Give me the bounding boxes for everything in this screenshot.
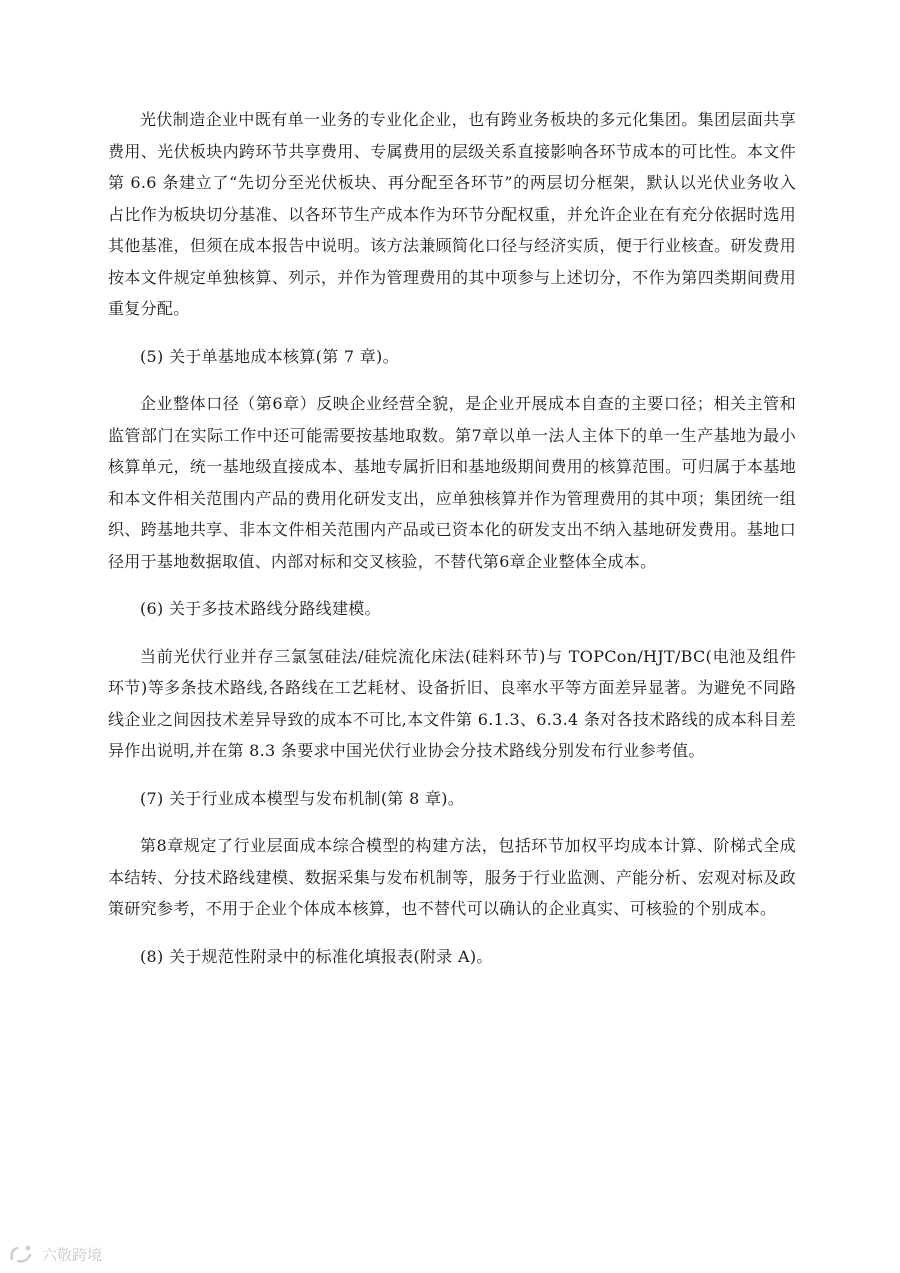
watermark-text: 六敬跨境 xyxy=(42,1245,103,1264)
paragraph-gap xyxy=(108,325,796,341)
document-body xyxy=(108,104,796,972)
paragraph-gap xyxy=(108,625,796,641)
section-heading-8: (8) 关于规范性附录中的标准化填报表(附录 A)。 xyxy=(140,946,493,966)
paragraph-industry-model: 第8章规定了行业层面成本综合模型的构建方法，包括环节加权平均成本计算、阶梯式全成本结转、分技术路线建模、数据采集与发布机制等，服务于行业监测、产能分析、宏观对标及政策研究参考，不用于企业个体成本核算，也不替代可以确认的企业真实、可核验的个别成本。 xyxy=(108,836,796,918)
paragraph-gap xyxy=(108,767,796,783)
paragraph-single-base: 企业整体口径（第6章）反映企业经营全貌，是企业开展成本自查的主要口径；相关主管和监管部门在实际工作中还可能需要按基地取数。第7章以单一法人主体下的单一生产基地为最小核算单元，统一基地级直接成本、基地专属折旧和基地级期间费用的核算范围。可归属于本基地和本文件相关范围内产品的费用化研发支出，应单独核算并作为管理费用的其中项；集团统一组织、跨基地共享、非本文件相关范围内产品或已资本化的研发支出不纳入基地研发费用。基地口径用于基地数据取值、内部对标和交叉核验，不替代第6章企业整体全成本。 xyxy=(108,394,796,571)
brand-logo-icon xyxy=(8,1243,36,1265)
paragraph-gap xyxy=(108,577,796,593)
paragraph-gap xyxy=(108,372,796,388)
paragraph-tech-routes: 当前光伏行业并存三氯氢硅法/硅烷流化床法(硅料环节)与 TOPCon/HJT/BC(电池及组件环节)等多条技术路线,各路线在工艺耗材、设备折旧、良率水平等方面差异显著。为避免不同路线企业之间因技术差异导致的成本不可比,本文件第 6.1.3、6.3.4 条对各技术路线的成本科目差异作出说明,并在第 8.3 条要求中国光伏行业协会分技术路线分别发布行业参考值。 xyxy=(108,646,796,760)
section-heading-5: (5) 关于单基地成本核算(第 7 章)。 xyxy=(140,346,399,366)
section-heading-6: (6) 关于多技术路线分路线建模。 xyxy=(140,599,381,618)
paragraph-gap xyxy=(108,814,796,830)
paragraph-cost-sharing: 光伏制造企业中既有单一业务的专业化企业，也有跨业务板块的多元化集团。集团层面共享费用、光伏板块内跨环节共享费用、专属费用的层级关系直接影响各环节成本的可比性。本文件第 6.6 条建立了“先切分至光伏板块、再分配至各环节”的两层切分框架，默认以光伏业务收入占比作为板块切分基准、以各环节生产成本作为环节分配权重，并允许企业在有充分依据时选用其他基准，但须在成本报告中说明。该方法兼顾简化口径与经济实质，便于行业核查。研发费用按本文件规定单独核算、列示，并作为管理费用的其中项参与上述切分，不作为第四类期间费用重复分配。 xyxy=(108,110,796,318)
paragraph-gap xyxy=(108,925,796,941)
section-heading-7: (7) 关于行业成本模型与发布机制(第 8 章)。 xyxy=(140,788,465,808)
watermark xyxy=(8,1243,102,1265)
